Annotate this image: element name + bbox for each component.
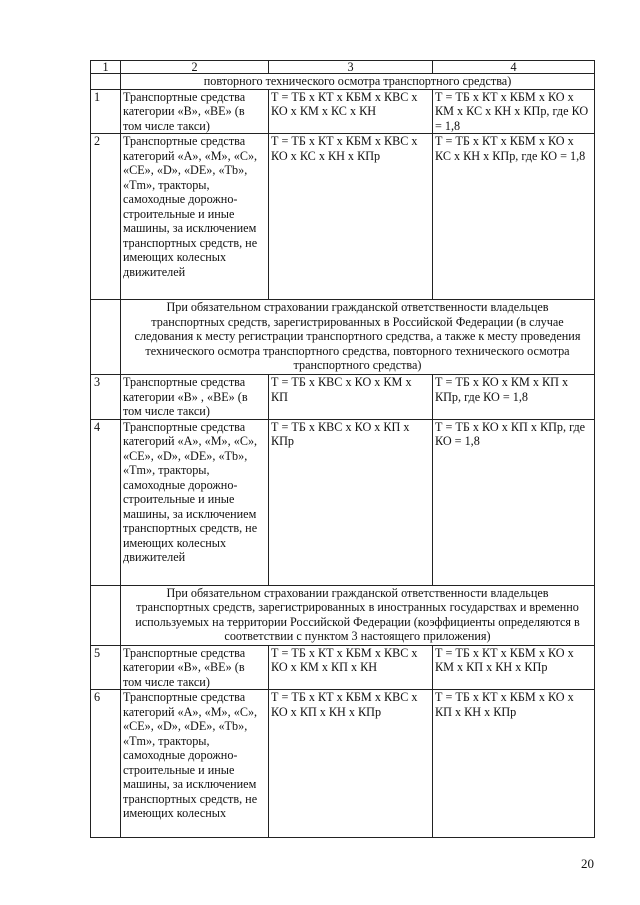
vehicle-category-cell: Транспортные средства категорий «A», «M», «C», «CE», «D», «DE», «Tb», «Tm», тракторы, самоходные дорожно-строительные и иные машины, за исключением транспортных средств, не имеющих колесных (121, 690, 269, 838)
empty-cell (91, 300, 121, 375)
vehicle-category-cell: Транспортные средства категории «B» , «BE» (в том числе такси) (121, 375, 269, 420)
table-header-row (91, 61, 595, 74)
formula-cell: Т = ТБ х КТ х КБМ х КО х КП х КН х КПр (433, 690, 595, 838)
section-heading-continued: повторного технического осмотра транспортного средства) (121, 74, 595, 90)
vehicle-category-cell: Транспортные средства категории «B», «BE» (в том числе такси) (121, 645, 269, 690)
table-row (91, 134, 595, 300)
section-heading: При обязательном страховании гражданской ответственности владельцев транспортных средств, зарегистрированных в иностранных государствах и временно используемых на территории Российской Федерации (коэффициенты определяются в соответствии с пунктом 3 настоящего приложения) (121, 585, 595, 645)
section-row (91, 585, 595, 645)
empty-cell (91, 585, 121, 645)
formula-cell: Т = ТБ х КТ х КБМ х КО х КС х КН х КПр, где КО = 1,8 (433, 134, 595, 300)
table-row (91, 419, 595, 585)
row-number: 3 (91, 375, 121, 420)
formula-cell: Т = ТБ х КО х КМ х КП х КПр, где КО = 1,8 (433, 375, 595, 420)
row-number: 1 (91, 89, 121, 134)
row-number: 5 (91, 645, 121, 690)
formula-cell: Т = ТБ х КТ х КБМ х КВС х КО х КП х КН х КПр (269, 690, 433, 838)
header-col-3: 3 (269, 61, 433, 74)
formula-cell: Т = ТБ х КВС х КО х КМ х КП (269, 375, 433, 420)
section-row (91, 74, 595, 90)
table-row (91, 375, 595, 420)
row-number: 2 (91, 134, 121, 300)
section-heading: При обязательном страховании гражданской ответственности владельцев транспортных средств, зарегистрированных в Российской Федерации (в случае следования к месту регистрации транспортного средства, а также к месту проведения технического осмотра транспортного средства, повторного технического осмотра транспортного средства) (121, 300, 595, 375)
formula-cell: Т = ТБ х КВС х КО х КП х КПр (269, 419, 433, 585)
vehicle-category-cell: Транспортные средства категории «B», «BE» (в том числе такси) (121, 89, 269, 134)
header-col-4: 4 (433, 61, 595, 74)
row-number: 6 (91, 690, 121, 838)
formula-cell: Т = ТБ х КТ х КБМ х КВС х КО х КМ х КП х КН (269, 645, 433, 690)
table-row (91, 645, 595, 690)
section-row (91, 300, 595, 375)
formula-cell: Т = ТБ х КТ х КБМ х КО х КМ х КС х КН х КПр, где КО = 1,8 (433, 89, 595, 134)
empty-cell (91, 74, 121, 90)
formula-cell: Т = ТБ х КО х КП х КПр, где КО = 1,8 (433, 419, 595, 585)
row-number: 4 (91, 419, 121, 585)
header-col-1: 1 (91, 61, 121, 74)
formula-cell: Т = ТБ х КТ х КБМ х КВС х КО х КС х КН х КПр (269, 134, 433, 300)
vehicle-category-cell: Транспортные средства категорий «A», «M», «C», «CE», «D», «DE», «Tb», «Tm», тракторы, самоходные дорожно-строительные и иные машины, за исключением транспортных средств, не имеющих колесных движителей (121, 419, 269, 585)
table-row (91, 690, 595, 838)
header-col-2: 2 (121, 61, 269, 74)
page-number: 20 (581, 856, 594, 871)
tariff-formula-table (90, 60, 595, 838)
formula-cell: Т = ТБ х КТ х КБМ х КВС х КО х КМ х КС х КН (269, 89, 433, 134)
table-row (91, 89, 595, 134)
vehicle-category-cell: Транспортные средства категорий «A», «M», «C», «CE», «D», «DE», «Tb», «Tm», тракторы, самоходные дорожно-строительные и иные машины, за исключением транспортных средств, не имеющих колесных движителей (121, 134, 269, 300)
formula-cell: Т = ТБ х КТ х КБМ х КО х КМ х КП х КН х КПр (433, 645, 595, 690)
